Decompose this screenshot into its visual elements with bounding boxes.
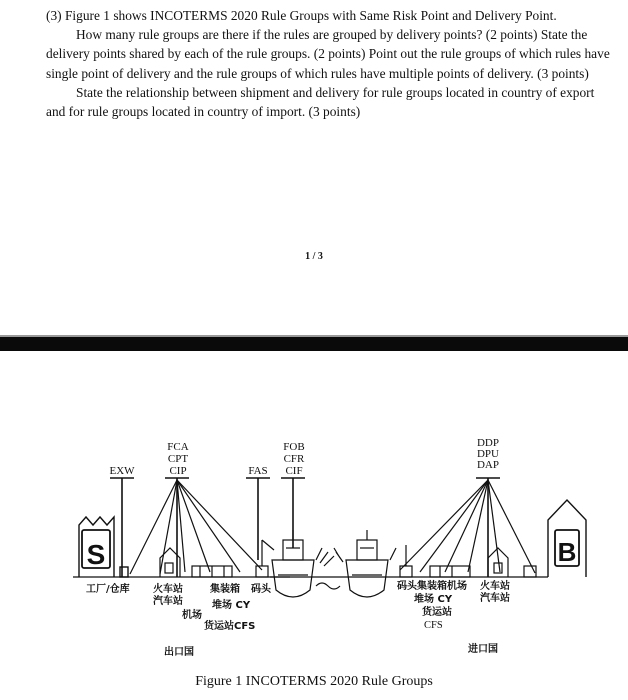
import-ship (334, 530, 396, 597)
figure-caption: Figure 1 INCOTERMS 2020 Rule Groups (195, 674, 433, 689)
seller-symbol: S (86, 539, 106, 570)
label-import-cy: 堆场 CY (414, 594, 453, 605)
question-para-2: State the relationship between shipment and delivery for rule groups located in country of export and for rule groups located in country of import. (3 points) (46, 84, 595, 120)
page-number: 1 / 3 (305, 251, 323, 262)
label-dpu: DPU (476, 448, 500, 460)
dap-delivery-lines (400, 480, 535, 573)
label-export-cfs: 货运站CFS (204, 621, 256, 632)
buyer-symbol: B (557, 537, 577, 567)
label-fca: FCA (167, 441, 189, 453)
fca-delivery-lines (130, 480, 262, 574)
question-para-1: How many rule groups are there if the rules are grouped by delivery points? (2 points) State the delivery points shared by each of the rule groups. (2 points) Point out the rule groups of which rules have single point of delivery and the rule groups of which rules have multiple points of delivery. (3 points) (46, 27, 610, 81)
label-ddp: DDP (476, 437, 500, 449)
export-ship (272, 530, 334, 597)
label-export-wharf: 码头 (251, 584, 271, 595)
label-factory: 工厂/仓库 (86, 584, 130, 595)
label-fob: FOB (283, 441, 305, 453)
label-cfr: CFR (283, 453, 305, 465)
label-export-container: 集装箱 (210, 584, 240, 595)
water-wave (316, 583, 340, 589)
label-dap: DAP (476, 459, 500, 471)
label-import-bus: 汽车站 (480, 593, 510, 604)
label-export-bus: 汽车站 (153, 596, 183, 607)
label-export-country: 出口国 (164, 647, 194, 658)
label-import-cfs-cn: 货运站 (422, 607, 452, 618)
question-intro: (3) Figure 1 shows INCOTERMS 2020 Rule Groups with Same Risk Point and Delivery Point. (46, 8, 557, 23)
label-fas: FAS (248, 465, 268, 477)
label-import-rail: 火车站 (480, 581, 510, 592)
label-cif: CIF (285, 465, 303, 477)
label-export-rail: 火车站 (153, 584, 183, 595)
label-export-airport: 机场 (182, 610, 202, 621)
label-import-cfs-en: CFS (424, 620, 443, 631)
label-exw: EXW (109, 465, 135, 477)
label-cpt: CPT (167, 453, 189, 465)
label-cip: CIP (169, 465, 187, 477)
label-export-cy: 堆场 CY (212, 600, 251, 611)
label-import-country: 进口国 (468, 644, 498, 655)
label-import-terminals: 码头集装箱机场 (397, 581, 467, 592)
